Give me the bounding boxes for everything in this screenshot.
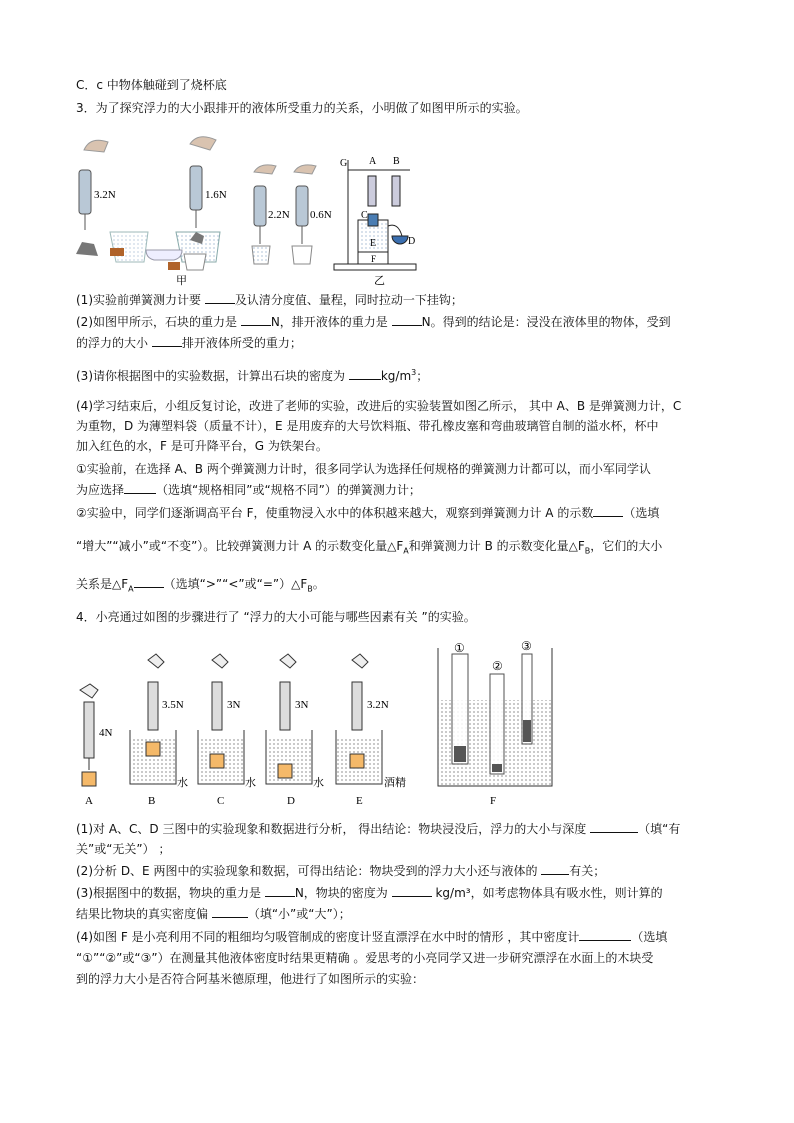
letter-e: E	[370, 238, 377, 249]
liquid-c: 水	[245, 777, 256, 789]
q3-part4-line2: 为重物，D 为薄塑料袋（质量不计），E 是用废弃的大号饮料瓶、带孔橡皮塞和弯曲玻璃管自制的溢水杯，杯中	[76, 419, 659, 433]
q3-part4-sub2: ②实验中，同学们逐渐调高平台 F，使重物浸入水中的体积越来越大，观察到弹簧测力计 A 的示数 （选填	[76, 506, 660, 520]
reading-e: 3.2N	[367, 699, 389, 711]
meter-1: ①	[454, 641, 465, 655]
q4-part3: (3)根据图中的数据，物块的重力是 N，物块的密度为 kg/m³，如考虑物体具有吸水性，则计算的	[76, 886, 663, 900]
label-yi: 乙	[374, 275, 385, 287]
reading-c: 3N	[227, 699, 241, 711]
q3-part4-line3: 加入红色的水，F 是可升降平台，G 为铁架台。	[76, 439, 328, 453]
liquid-b: 水	[177, 777, 188, 789]
setup-c	[198, 654, 256, 807]
letter-a: A	[369, 156, 377, 167]
label-c: C	[217, 795, 225, 807]
question-4-stem: 4．小亮通过如图的步骤进行了 “浮力的大小可能与哪些因素有关 ”的实验。	[76, 610, 476, 624]
spring-scale-1	[76, 140, 116, 256]
q4-part2: (2)分析 D、E 两图中的实验现象和数据，可得出结论：物块受到的浮力大小还与液体的 有关；	[76, 864, 606, 878]
spring-scale-2	[146, 137, 227, 262]
q4-part1-cont: 关”或“无关”） ；	[76, 842, 171, 856]
letter-b: B	[393, 156, 400, 167]
reading-a: 4N	[99, 727, 113, 739]
figure-jia-yi	[72, 130, 422, 290]
setup-f	[438, 639, 552, 807]
q3-part4-sub1: ①实验前，在选择 A、B 两个弹簧测力计时，很多同学认为选择任何规格的弹簧测力计都可以，而小军同学认	[76, 462, 651, 476]
q3-part1: (1)实验前弹簧测力计要 及认清分度值、量程，同时拉动一下挂钩；	[76, 293, 463, 307]
reading-3: 2.2N	[268, 209, 290, 221]
figure-q4	[72, 634, 562, 814]
setup-b	[130, 654, 188, 807]
q3-part3: (3)请你根据图中的实验数据，计算出石块的密度为 $kg/m^3$；	[76, 368, 429, 383]
meter-2: ②	[492, 659, 503, 673]
setup-a	[80, 684, 113, 807]
q3-part4-line1: (4)学习结束后，小组反复讨论，改进了老师的实验，改进后的实验装置如图乙所示， 其中 A、B 是弹簧测力计，C	[76, 399, 682, 413]
label-f: F	[490, 795, 497, 807]
q3-part4-sub2-cont: “增大”“减小”或“不变”）。比较弹簧测力计 A 的示数变化量$\triangle F_A$和弹簧测力计 B 的示数变化量$\triangle F_B$，它们的大小	[76, 539, 663, 556]
q3-part4-sub1-cont: 为应选择 （选填“规格相同”或“规格不同”）的弹簧测力计；	[76, 483, 421, 497]
reading-2: 1.6N	[205, 189, 227, 201]
liquid-d: 水	[313, 777, 324, 789]
setup-e	[336, 654, 406, 807]
liquid-e: 酒精	[384, 777, 406, 789]
q4-part4-cont1: “①”“②”或“③”）在测量其他液体密度时结果更精确 。爱思考的小亮同学又进一步研究漂浮在水面上的木块受	[76, 951, 654, 965]
q4-part4: (4)如图 F 是小亮利用不同的粗细均匀吸管制成的密度计竖直漂浮在水中时的情形 ，其中密度计 （选填	[76, 930, 668, 944]
q3-part2-cont: 的浮力的大小 排开液体所受的重力；	[76, 336, 302, 350]
label-a: A	[85, 795, 93, 807]
letter-f: F	[371, 254, 377, 264]
setup-d	[266, 654, 324, 807]
reading-1: 3.2N	[94, 189, 116, 201]
label-b: B	[148, 795, 156, 807]
option-c: C．c 中物体触碰到了烧杯底	[76, 78, 227, 92]
q3-part2: (2)如图甲所示，石块的重力是 N，排开液体的重力是 N。得到的结论是：浸没在液体里的物体，受到	[76, 315, 671, 329]
meter-3: ③	[521, 639, 532, 653]
label-e: E	[356, 795, 363, 807]
label-jia: 甲	[176, 275, 187, 287]
q3-part4-sub2-end: 关系是$\triangle F_A$ （选填“>”“<”或“$=”)\triangle F_B$。	[76, 577, 325, 594]
q4-part3-cont: 结果比物块的真实密度偏 （填“小”或“大”）；	[76, 907, 351, 921]
q4-part4-cont2: 到的浮力大小是否符合阿基米德原理，他进行了如图所示的实验：	[76, 972, 425, 986]
letter-d: D	[408, 236, 416, 247]
spring-scale-4	[292, 165, 332, 264]
question-3-stem: 3．为了探究浮力的大小跟排开的液体所受重力的关系，小明做了如图甲所示的实验。	[76, 101, 528, 115]
letter-g: G	[340, 158, 348, 169]
letter-c: C	[361, 210, 368, 221]
reading-d: 3N	[295, 699, 309, 711]
reading-4: 0.6N	[310, 209, 332, 221]
spring-scale-3	[252, 165, 290, 264]
reading-b: 3.5N	[162, 699, 184, 711]
label-d: D	[287, 795, 295, 807]
q4-part1: (1)对 A、C、D 三图中的实验现象和数据进行分析， 得出结论：物块浸没后，浮力的大小与深度 （填“有	[76, 822, 681, 836]
